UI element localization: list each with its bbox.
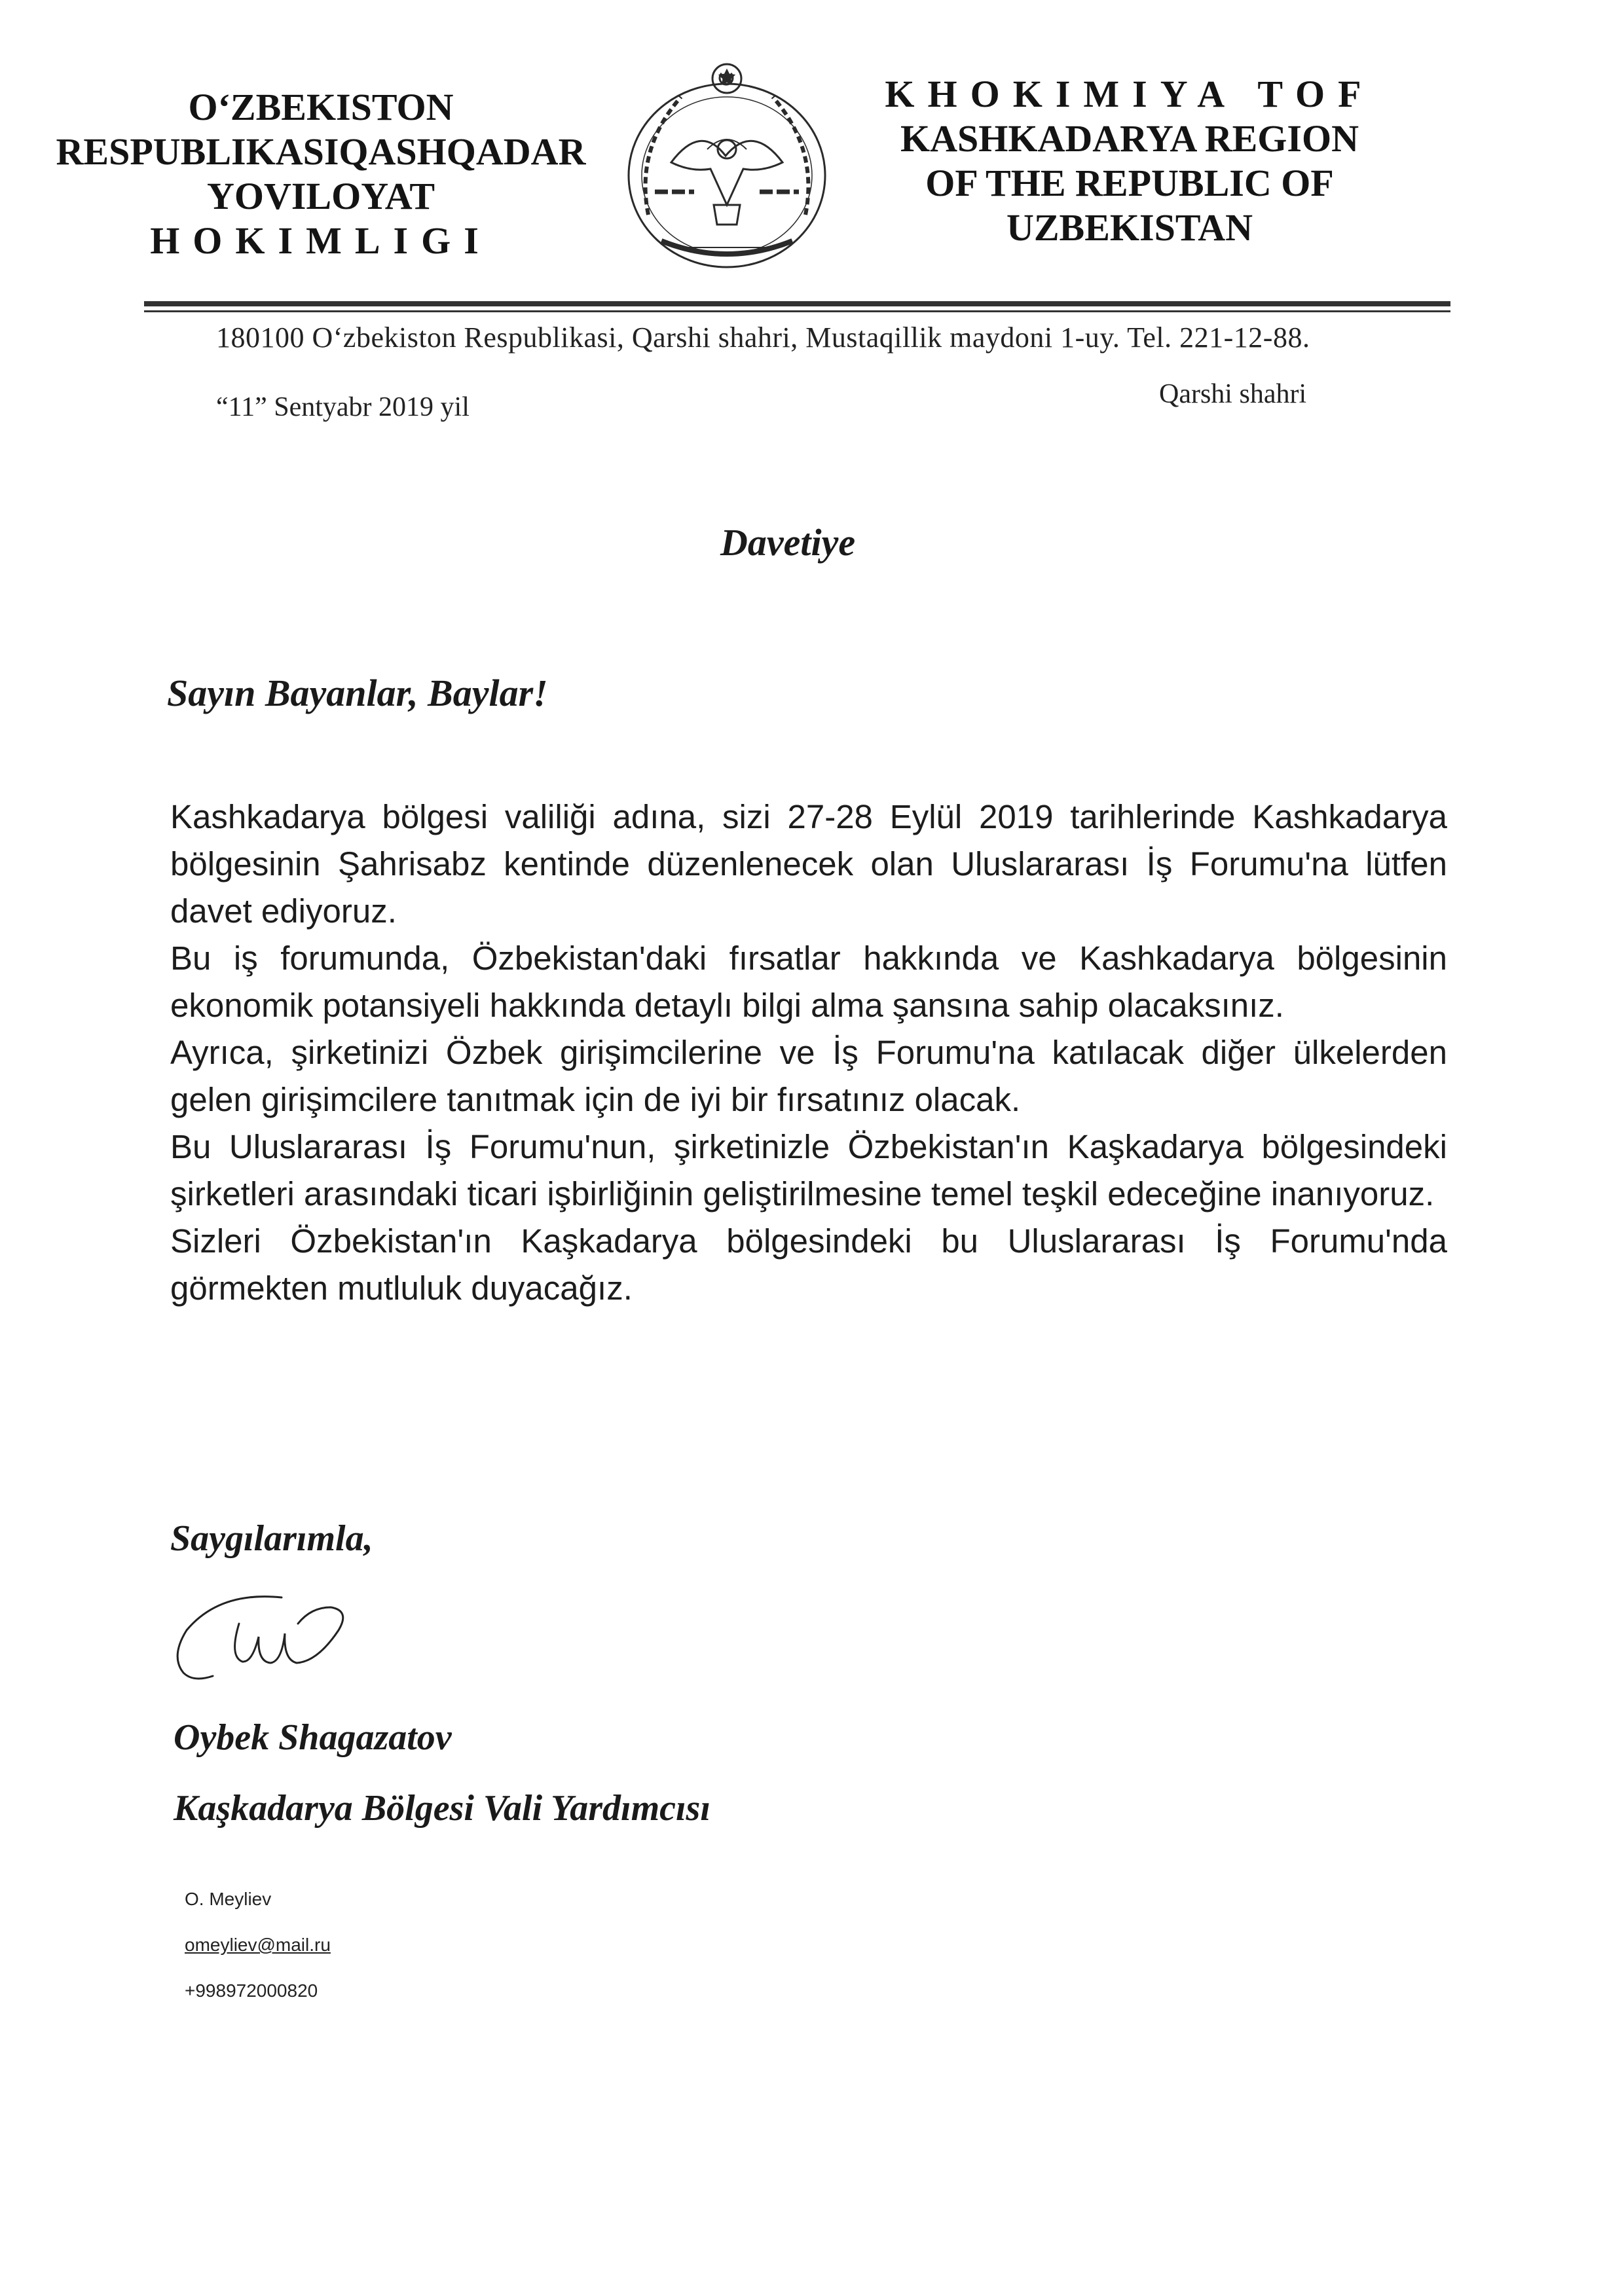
closing: Saygılarımla, [170,1518,373,1559]
letterhead-rule-thick [144,301,1450,306]
letterhead-left-line: O‘ZBEKISTON [188,86,454,128]
letterhead-right [841,72,1418,250]
body-paragraph: Ayrıca, şirketinizi Özbek girişimcilerine ve İş Forumu'na katılacak diğer ülkelerden gelen girişimcilere tanıtmak için de iyi bir fırsatınız olacak. [170,1034,1447,1118]
letterhead-right-line: KHOKIMIYA TOF [885,73,1375,115]
letterhead-right-line: UZBEKISTAN [1006,206,1253,249]
body-paragraph: Sizleri Özbekistan'ın Kaşkadarya bölgesindeki bu Uluslararası İş Forumu'nda görmekten mutluluk duyacağız. [170,1222,1447,1307]
contact-email-link[interactable]: omeyliev@mail.ru [185,1935,331,1955]
salutation: Sayın Bayanlar, Baylar! [167,672,548,714]
letterhead-left [26,85,616,263]
body-paragraph: Bu iş forumunda, Özbekistan'daki fırsatlar hakkında ve Kashkadarya bölgesinin ekonomik potansiyeli hakkında detaylı bilgi alma şansına sahip olacaksınız. [170,939,1447,1024]
signer-position: Kaşkadarya Bölgesi Vali Yardımcısı [174,1788,710,1829]
letterhead-right-line: KASHKADARYA REGION [900,117,1359,160]
letter-city: Qarshi shahri [1159,379,1307,409]
letter-body [170,793,1447,1312]
letter-title: Davetiye [720,521,856,564]
organization-address: 180100 O‘zbekiston Respublikasi, Qarshi shahri, Mustaqillik maydoni 1-uy. Tel. 221-12-88. [216,321,1310,354]
letterhead-left-line: RESPUBLIKASIQASHQADAR [56,130,586,173]
letterhead-left-line: HOKIMLIGI [150,219,492,262]
body-paragraph: Bu Uluslararası İş Forumu'nun, şirketinizle Özbekistan'ın Kaşkadarya bölgesindeki şirketleri arasındaki ticari işbirliğinin geliştirilmesine temel teşkil edeceğine inanıyoruz. [170,1128,1447,1212]
letterhead-right-line: OF THE REPUBLIC OF [925,162,1334,204]
signer-name: Oybek Shagazatov [174,1717,452,1758]
contact-phone: +998972000820 [185,1980,318,2001]
state-emblem-icon [609,51,845,280]
letterhead-left-line: YOVILOYAT [206,175,435,217]
letter-date: “11” Sentyabr 2019 yil [216,392,470,422]
letterhead-rule-thin [144,310,1450,312]
body-paragraph: Kashkadarya bölgesi valiliği adına, sizi 27-28 Eylül 2019 tarihlerinde Kashkadarya bölgesinin Şahrisabz kentinde düzenlenecek olan Uluslararası İş Forumu'na lütfen davet ediyoruz. [170,798,1447,930]
contact-name: O. Meyliev [185,1889,272,1909]
signature-icon [167,1584,377,1715]
